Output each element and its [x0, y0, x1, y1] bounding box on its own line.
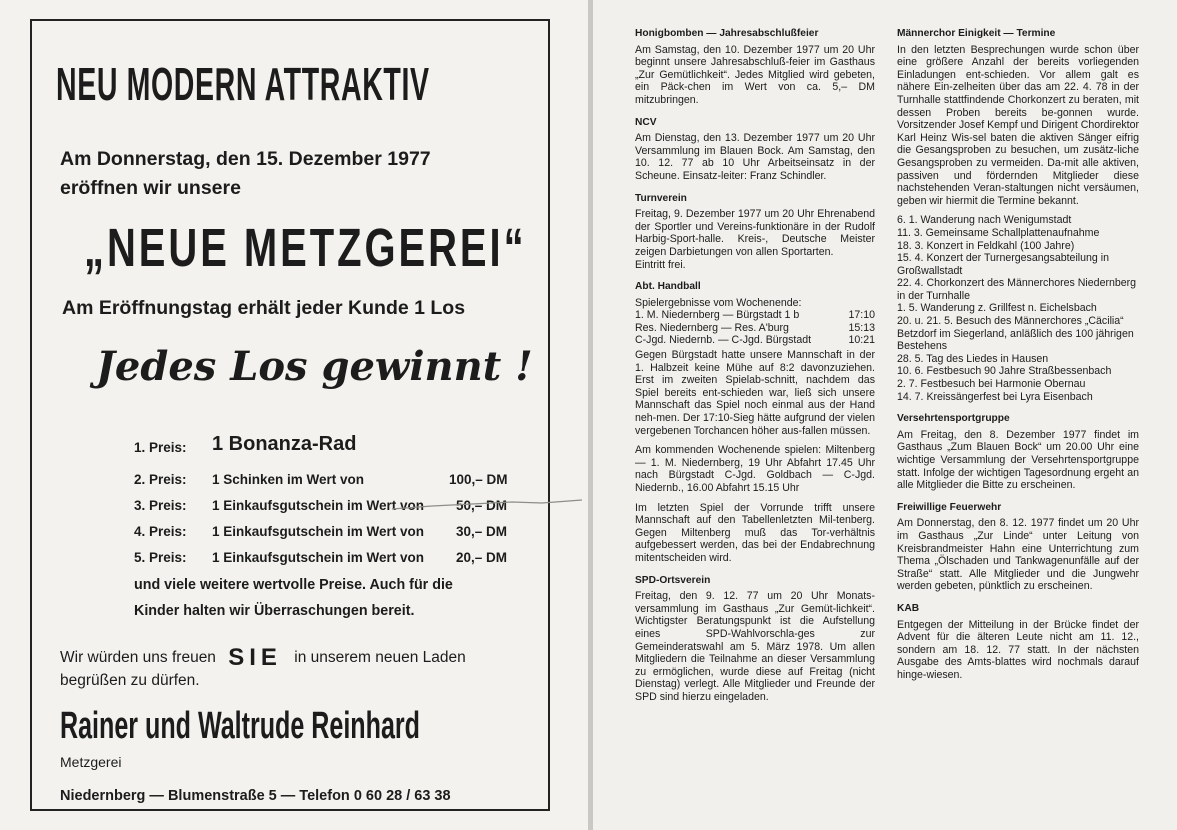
spd-text: Freitag, den 9. 12. 77 um 20 Uhr Monats-versammlung im Gasthaus „Zur Gemüt-lichkeit“. Wichtigster Beratungspunkt ist die Aufstellung eines SPD-Wahlvorschla-ges zur Gemeinderatswahl am 5. März 1978. Um allen Mitgliedern die Teilnahme an dieser Versammlung zu ermöglichen, wurde diese auf Freitag (nicht Dienstag) verlegt. Alle Mitglieder und Freunde der SPD sind hierzu eingeladen. — [635, 590, 875, 703]
result-match: C-Jgd. Niedernb. — C-Jgd. Bürgstadt — [635, 334, 812, 347]
prize-text: 1 Einkaufsgutschein im Wert von — [212, 524, 425, 539]
advertisement — [30, 19, 550, 811]
news-column-left — [635, 28, 875, 711]
prize-label: 1. Preis: — [134, 440, 187, 455]
turn-free: Eintritt frei. — [635, 258, 686, 271]
ncv-text: Am Dienstag, den 13. Dezember 1977 um 20 Uhr Versammlung im Blauen Bock. Am Samstag, den 10. 12. 77 ab 10 Uhr Arbeitseinsatz in der Scheune. Einsatz-leiter: Franz Schindler. — [635, 132, 875, 182]
hand-results-title: Spielergebnisse vom Wochenende: — [635, 296, 802, 309]
prize-label: 4. Preis: — [134, 524, 187, 539]
choir-title: Männerchor Einigkeit — Termine — [897, 28, 1056, 39]
hand-title: Abt. Handball — [635, 281, 701, 293]
prize-label: 3. Preis: — [134, 498, 187, 513]
result-score: 15:13 — [848, 321, 875, 334]
hand-report: Gegen Bürgstadt hatte unsere Mannschaft in der 1. Halbzeit keine Mühe auf 8:2 davonzuziehen. Erst im zweiten Spielab-schnitt, nachdem das Spiel bereits ent-schieden war, ließ sich unsere Mannschaft das Spiel noch einmal aus der Hand neh-men. Der 17:10-Sieg hätte aufgrund der vielen vergebenen Torchancen höher aus-fallen müssen. — [635, 349, 875, 437]
ad-welcome-line2: begrüßen zu dürfen. — [60, 672, 200, 689]
prize-text: 1 Einkaufsgutschein im Wert von — [212, 550, 425, 565]
result-match: Res. Niedernberg — Res. A'burg — [635, 321, 789, 334]
spd-title: SPD-Ortsverein — [635, 574, 711, 586]
prize-label: 5. Preis: — [134, 550, 187, 565]
kab-title: KAB — [897, 602, 920, 614]
prize-text: 1 Schinken im Wert von — [212, 472, 365, 487]
date-item: 10. 6. Festbesuch 90 Jahre Straßbessenbach — [897, 365, 1112, 378]
date-item: 6. 1. Wanderung nach Wenigumstadt — [897, 214, 1072, 227]
ad-welcome-line1 — [60, 644, 466, 672]
choir-text: In den letzten Besprechungen wurde schon über eine größere Anzahl der bereits vorliegenden Einladungen ent-schieden. Vor allem galt es nähere Ein-zelheiten über das am 22. 4. 78 in der Turnhalle stattfindende Chorkonzert zu beraten, mit dessen Proben bereits be-gonnen wurde. Vorsitzender Josef Kempf und Dirigent Chordirektor Karl Heinz Wis-sel baten die aktiven Sänger eifrig die Gesangsproben zu besuchen, um zusätz-liche Gesangsproben zu vermeiden. Da-mit alle aktiven, passiven und fördernden Mitglieder diese nachstehenden Veran-staltungen nicht versäumen, geben wir hiermit die Termine bekannt. — [897, 43, 1140, 207]
honig-text: Am Samstag, den 10. Dezember 1977 um 20 Uhr beginnt unsere Jahresabschluß-feier im Gasthaus „Zur Gemütlichkeit“. Jedes Mitglied wird gebeten, ein Päck-chen im Wert von ca. 5,– DM mitzubringen. — [635, 43, 875, 106]
result-match: 1. M. Niedernberg — Bürgstadt 1 b — [635, 309, 800, 322]
ad-owners: Rainer und Waltrude Reinhard — [60, 705, 420, 747]
date-item: 11. 3. Gemeinsame Schallplattenaufnahme — [897, 226, 1100, 239]
turn-text: Freitag, 9. Dezember 1977 um 20 Uhr Ehrenabend der Sportler und Vereins-funktionäre in der Rudolf Harbig-Sport-halle. Kreis-, Deutsche Meister zeigen Darbietungen von allen Sportarten. — [635, 208, 875, 258]
hand-next: Am kommenden Wochenende spielen: Miltenberg — 1. M. Niedernberg, 19 Uhr Abfahrt 17.45 Uhr nach Bürgstadt C-Jgd. Goldbach — C-Jgd. Niedernb., 16.00 Abfahrt 15.15 Uhr — [635, 444, 875, 494]
prize-text: 1 Einkaufsgutschein im Wert von — [212, 498, 425, 513]
fw-text: Am Donnerstag, den 8. 12. 1977 findet um 20 Uhr im Gasthaus „Zur Linde“ unter Leitung von Kreisbrandmeister Hahn eine Unterrichtung zum Thema „Ölschaden und Tankwagenunfälle auf der Straße“ statt. Alle Mitglieder und die Jungwehr werden gebeten, pünktlich zu erscheinen. — [897, 517, 1139, 593]
prize-label: 2. Preis: — [134, 472, 187, 487]
date-item: 18. 3. Konzert in Feldkahl (100 Jahre) — [897, 239, 1075, 252]
prize-amount: 30,– DM — [456, 524, 508, 539]
ad-slogan: Jedes Los gewinnt ! — [96, 343, 533, 390]
result-row — [635, 309, 875, 322]
news-column-right — [897, 28, 1139, 689]
hand-last: Im letzten Spiel der Vorrunde trifft unsere Mannschaft auf den Tabellenletzten Mil-tenberg. Gegen Miltenberg muß das Tor-verhältnis aufgebessert werden, das bei der Endabrechnung mitentscheiden wird. — [635, 501, 875, 564]
date-item: 28. 5. Tag des Liedes in Hausen — [897, 352, 1049, 365]
ad-shop-name: „NEUE METZGEREI“ — [84, 218, 527, 278]
fw-title: Freiwillige Feuerwehr — [897, 501, 1002, 513]
turn-title: Turnverein — [635, 192, 687, 204]
result-row — [635, 334, 875, 347]
ad-intro-line1: Am Donnerstag, den 15. Dezember 1977 — [60, 148, 431, 170]
ad-business: Metzgerei — [60, 754, 122, 770]
date-item: 14. 7. Kreissängerfest bei Lyra Eisenbach — [897, 390, 1093, 403]
date-item: 22. 4. Chorkonzert des Männerchores Niedernberg in der Turnhalle — [897, 277, 1137, 302]
prize-amount: 20,– DM — [456, 550, 508, 565]
welcome-after: in unserem neuen Laden — [294, 649, 466, 666]
date-item: 1. 5. Wanderung z. Grillfest n. Eichelsbach — [897, 302, 1097, 315]
left-page — [0, 0, 588, 830]
ad-intro-line2: eröffnen wir unsere — [60, 177, 241, 199]
ad-more-line1: und viele weitere wertvolle Preise. Auch für die — [134, 577, 453, 593]
paper-tear — [392, 499, 582, 511]
result-score: 17:10 — [848, 309, 875, 322]
honig-title: Honigbomben — Jahresabschlußfeier — [635, 28, 819, 39]
vers-title: Versehrtensportgruppe — [897, 413, 1010, 425]
ad-lottery-line: Am Eröffnungstag erhält jeder Kunde 1 Los — [62, 297, 466, 319]
welcome-sie: SIE — [228, 644, 282, 671]
choir-dates — [897, 214, 1139, 403]
kab-text: Entgegen der Mitteilung in der Brücke findet der Advent für die älteren Leute nicht am 11. 12., sondern am 18. 12. 77 statt. In der nächsten Ausgabe des Amts-blattes wird nochmals darauf hinge-wiesen. — [897, 618, 1139, 681]
ad-more-line2: Kinder halten wir Überraschungen bereit. — [134, 603, 415, 619]
date-item: 2. 7. Festbesuch bei Harmonie Obernau — [897, 378, 1086, 391]
vers-text: Am Freitag, den 8. Dezember 1977 findet im Gasthaus „Zum Blauen Bock“ um 20.00 Uhr eine wichtige Versammlung der Versehrtensportgruppe statt. Infolge der wichtigen Tagesordnung ergeht an alle Mitglieder die Bitte zu erscheinen. — [897, 428, 1139, 492]
ad-headline: NEU MODERN ATTRAKTIV — [56, 58, 430, 110]
prize-amount: 50,– DM — [456, 498, 508, 513]
date-item: 15. 4. Konzert der Turnergesangsabteilung in Großwallstadt — [897, 252, 1110, 277]
result-score: 10:21 — [848, 334, 875, 347]
ad-address: Niedernberg — Blumenstraße 5 — Telefon 0 60 28 / 63 38 — [60, 788, 451, 804]
result-row — [635, 322, 875, 335]
date-item: 20. u. 21. 5. Besuch des Männerchores „Cäcilia“ Betzdorf im Siegerland, anläßlich des 100 jährigen Bestehens — [897, 315, 1134, 353]
right-page — [593, 0, 1177, 830]
ncv-title: NCV — [635, 116, 657, 128]
prize-amount: 100,– DM — [449, 472, 508, 487]
welcome-before: Wir würden uns freuen — [60, 649, 216, 666]
prize-text: 1 Bonanza-Rad — [212, 433, 357, 455]
